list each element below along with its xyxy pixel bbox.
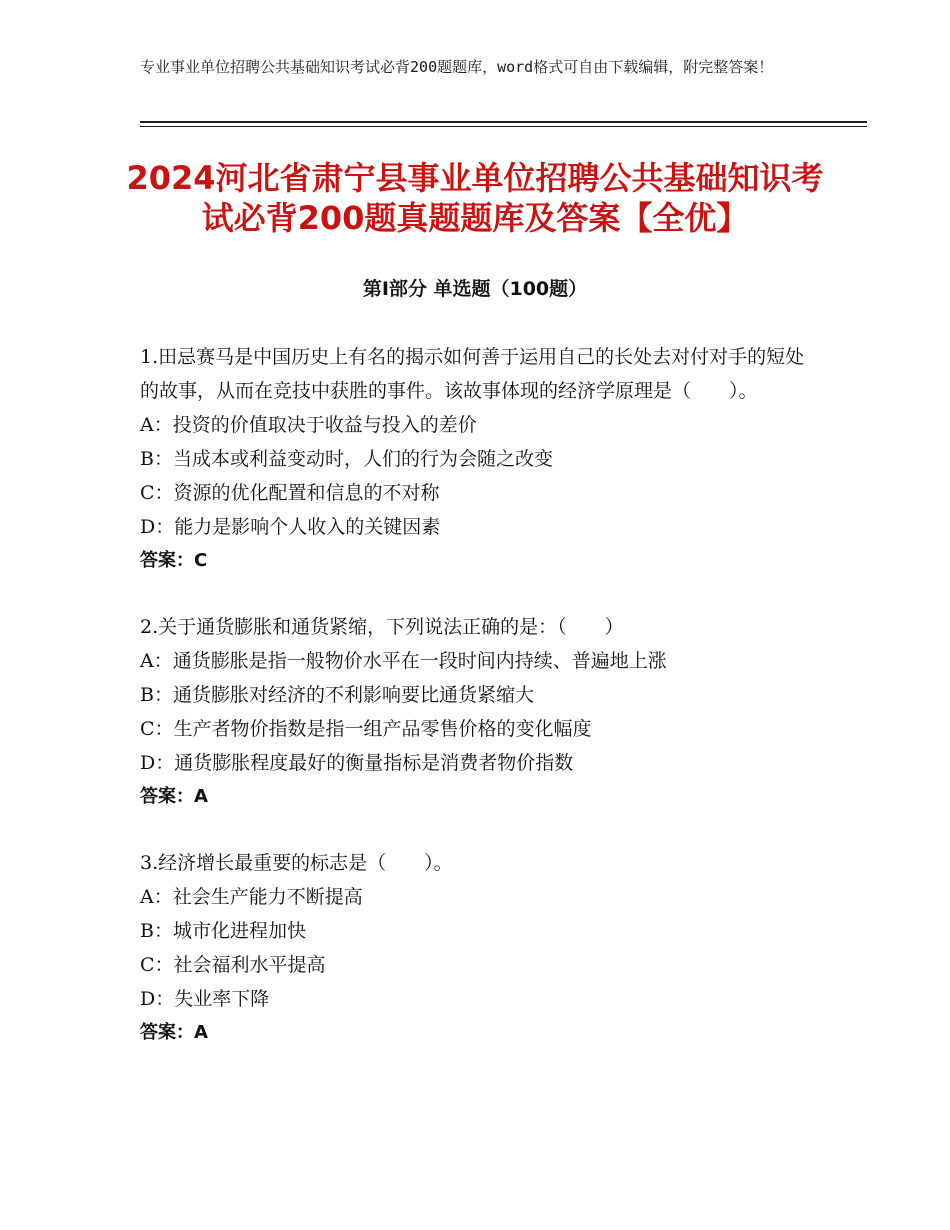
header-rule-thick bbox=[140, 121, 867, 123]
option-d: D：失业率下降 bbox=[140, 988, 270, 1010]
answer: 答案：A bbox=[140, 786, 208, 807]
question-1 bbox=[140, 340, 820, 578]
option-b: B：通货膨胀对经济的不利影响要比通货紧缩大 bbox=[140, 684, 534, 706]
option-b: B：当成本或利益变动时，人们的行为会随之改变 bbox=[140, 448, 553, 470]
header-rule-thin bbox=[140, 126, 867, 127]
question-stem: 1.田忌赛马是中国历史上有名的揭示如何善于运用自己的长处去对付对手的短处的故事，从而在竞技中获胜的事件。该故事体现的经济学原理是（ ）。 bbox=[140, 346, 805, 402]
option-d: D：能力是影响个人收入的关键因素 bbox=[140, 516, 441, 538]
answer: 答案：C bbox=[140, 550, 208, 571]
option-a: A：投资的价值取决于收益与投入的差价 bbox=[140, 414, 477, 436]
option-a: A：通货膨胀是指一般物价水平在一段时间内持续、普遍地上涨 bbox=[140, 650, 667, 672]
option-c: C：生产者物价指数是指一组产品零售价格的变化幅度 bbox=[140, 718, 592, 740]
question-stem: 2.关于通货膨胀和通货紧缩，下列说法正确的是：（ ） bbox=[140, 616, 624, 638]
question-list bbox=[140, 340, 820, 1082]
header-note: 专业事业单位招聘公共基础知识考试必背200题题库，word格式可自由下载编辑，附完整答案！ bbox=[140, 58, 774, 76]
answer: 答案：A bbox=[140, 1022, 208, 1043]
question-3 bbox=[140, 846, 820, 1050]
option-c: C：社会福利水平提高 bbox=[140, 954, 326, 976]
question-2 bbox=[140, 610, 820, 814]
document-title: 2024河北省肃宁县事业单位招聘公共基础知识考试必背200题真题题库及答案【全优】 bbox=[126, 159, 824, 237]
option-a: A：社会生产能力不断提高 bbox=[140, 886, 363, 908]
option-d: D：通货膨胀程度最好的衡量指标是消费者物价指数 bbox=[140, 752, 574, 774]
option-c: C：资源的优化配置和信息的不对称 bbox=[140, 482, 440, 504]
question-stem: 3.经济增长最重要的标志是（ ）。 bbox=[140, 852, 453, 874]
section-title: 第I部分 单选题（100题） bbox=[362, 278, 588, 300]
option-b: B：城市化进程加快 bbox=[140, 920, 306, 942]
